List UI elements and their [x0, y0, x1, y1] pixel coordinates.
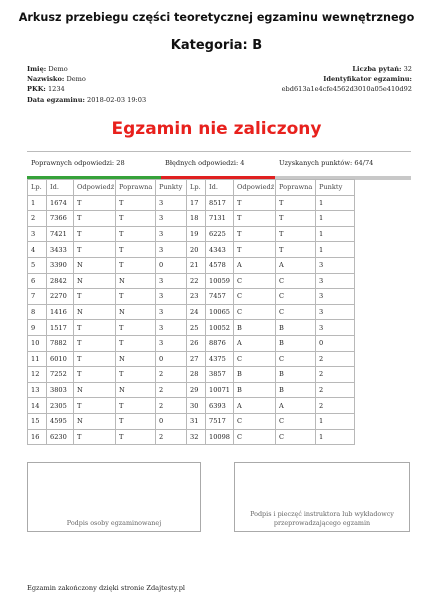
table-cell: 5 [28, 257, 47, 273]
table-cell: C [276, 351, 316, 367]
table-cell: 27 [187, 351, 206, 367]
table-cell: 1 [316, 211, 355, 227]
table-cell: 7421 [47, 226, 74, 242]
table-cell: T [116, 257, 156, 273]
table-cell: 28 [187, 367, 206, 383]
exam-id-label: Identyfikator egzaminu: [323, 75, 412, 84]
table-cell: C [276, 429, 316, 445]
column-header: Punkty [316, 180, 355, 196]
table-cell: 32 [187, 429, 206, 445]
table-cell: N [116, 351, 156, 367]
table-cell: 1416 [47, 304, 74, 320]
table-cell: 2 [316, 382, 355, 398]
instructor-caption-line2: przeprowadzającego egzamin [273, 519, 371, 527]
table-cell: 23 [187, 289, 206, 305]
question-count-row [282, 64, 412, 74]
table-cell: C [276, 289, 316, 305]
wrong-answers-text: Błędnych odpowiedzi: 4 [165, 159, 245, 167]
table-row [28, 195, 355, 211]
table-cell: B [276, 382, 316, 398]
table-cell: T [74, 289, 116, 305]
table-cell: 1 [316, 242, 355, 258]
table-cell: C [234, 413, 276, 429]
table-cell: 8 [28, 304, 47, 320]
table-cell: T [116, 413, 156, 429]
table-cell: 3 [316, 289, 355, 305]
table-cell: 7252 [47, 367, 74, 383]
instructor-caption-line1: Podpis i pieczęć instruktora lub wykładowcy [250, 510, 394, 518]
table-cell: 16 [28, 429, 47, 445]
category-heading: Kategoria: B [170, 38, 263, 53]
table-cell: B [276, 320, 316, 336]
table-cell: 3803 [47, 382, 74, 398]
correct-answers-text: Poprawnych odpowiedzi: 28 [31, 159, 125, 167]
table-cell: 1674 [47, 195, 74, 211]
table-cell: 9 [28, 320, 47, 336]
table-cell: 6230 [47, 429, 74, 445]
table-cell: 2 [156, 367, 187, 383]
table-cell: 29 [187, 382, 206, 398]
table-cell: T [116, 429, 156, 445]
table-cell: 7131 [206, 211, 234, 227]
table-cell: 3 [156, 195, 187, 211]
table-cell: A [234, 398, 276, 414]
table-cell: T [276, 211, 316, 227]
table-cell: 25 [187, 320, 206, 336]
table-cell: B [276, 335, 316, 351]
table-cell: 3 [156, 320, 187, 336]
table-cell: 31 [187, 413, 206, 429]
table-row [28, 211, 355, 227]
table-row [28, 382, 355, 398]
answers-table [27, 179, 355, 445]
table-cell: C [276, 413, 316, 429]
exam-id-value: ebd613a1e4cfe4562d3010a05e410d92 [281, 85, 412, 94]
column-header: Poprawna [116, 180, 156, 196]
candidate-signature-box [27, 462, 201, 532]
table-cell: C [276, 273, 316, 289]
table-cell: 11 [28, 351, 47, 367]
table-cell: 17 [187, 195, 206, 211]
table-cell: T [74, 211, 116, 227]
table-cell: 3 [316, 304, 355, 320]
column-header: Odpowiedź [234, 180, 276, 196]
table-cell: C [276, 304, 316, 320]
table-cell: 10065 [206, 304, 234, 320]
table-cell: 10059 [206, 273, 234, 289]
table-cell: T [276, 226, 316, 242]
table-cell: B [234, 382, 276, 398]
table-row [28, 335, 355, 351]
table-cell: 3 [156, 242, 187, 258]
table-row [28, 304, 355, 320]
table-cell: 3 [316, 320, 355, 336]
table-cell: 7457 [206, 289, 234, 305]
table-cell: T [74, 367, 116, 383]
table-cell: T [74, 320, 116, 336]
table-cell: C [234, 429, 276, 445]
table-cell: C [234, 304, 276, 320]
table-cell: 8876 [206, 335, 234, 351]
table-cell: 22 [187, 273, 206, 289]
table-cell: 2270 [47, 289, 74, 305]
last-name-row [27, 74, 146, 84]
column-header: Odpowiedź [74, 180, 116, 196]
table-cell: T [234, 195, 276, 211]
table-cell: A [234, 335, 276, 351]
table-cell: T [234, 211, 276, 227]
question-count-label: Liczba pytań: [352, 65, 402, 73]
table-cell: T [74, 335, 116, 351]
table-cell: T [74, 226, 116, 242]
table-cell: 0 [156, 257, 187, 273]
table-cell: 7882 [47, 335, 74, 351]
table-cell: 1 [316, 429, 355, 445]
table-cell: C [234, 289, 276, 305]
first-name-value: Demo [48, 65, 68, 73]
exam-date-row [27, 95, 146, 105]
instructor-signature-caption [235, 510, 409, 528]
table-cell: T [74, 242, 116, 258]
table-cell: 3 [156, 335, 187, 351]
table-cell: 3 [156, 273, 187, 289]
table-cell: N [116, 304, 156, 320]
table-cell: 24 [187, 304, 206, 320]
table-cell: 3 [316, 273, 355, 289]
table-cell: 8517 [206, 195, 234, 211]
table-cell: 21 [187, 257, 206, 273]
table-cell: 18 [187, 211, 206, 227]
table-cell: 2 [156, 429, 187, 445]
table-cell: T [116, 320, 156, 336]
table-cell: 2305 [47, 398, 74, 414]
table-cell: 6 [28, 273, 47, 289]
table-cell: 1 [28, 195, 47, 211]
last-name-label: Nazwisko: [27, 75, 65, 84]
table-cell: T [74, 398, 116, 414]
table-cell: 2 [316, 367, 355, 383]
correct-answers-cell [27, 152, 161, 180]
column-header: Lp. [187, 180, 206, 196]
document-title: Arkusz przebiegu części teoretycznej egzaminu wewnętrznego [18, 11, 415, 24]
table-cell: 4578 [206, 257, 234, 273]
exam-date-label: Data egzaminu: [27, 95, 85, 104]
table-cell: A [234, 257, 276, 273]
table-cell: T [116, 335, 156, 351]
table-cell: 3857 [206, 367, 234, 383]
table-cell: 4595 [47, 413, 74, 429]
table-cell: 26 [187, 335, 206, 351]
table-cell: T [116, 211, 156, 227]
instructor-signature-box [234, 462, 410, 532]
column-header: Id. [47, 180, 74, 196]
table-cell: 10071 [206, 382, 234, 398]
first-name-row [27, 64, 146, 74]
table-cell: 1 [316, 413, 355, 429]
table-row [28, 257, 355, 273]
table-cell: 3 [156, 226, 187, 242]
table-cell: A [276, 257, 316, 273]
candidate-info [27, 64, 146, 105]
points-text: Uzyskanych punktów: 64/74 [279, 159, 374, 167]
score-summary [27, 151, 411, 180]
table-cell: 19 [187, 226, 206, 242]
table-row [28, 398, 355, 414]
table-cell: T [116, 289, 156, 305]
table-cell: B [234, 320, 276, 336]
column-header: Id. [206, 180, 234, 196]
table-row [28, 242, 355, 258]
table-cell: T [116, 367, 156, 383]
table-cell: 0 [156, 351, 187, 367]
table-cell: 2 [156, 398, 187, 414]
table-body [28, 195, 355, 445]
table-cell: 6010 [47, 351, 74, 367]
table-cell: T [116, 195, 156, 211]
table-row [28, 413, 355, 429]
table-cell: 1 [316, 195, 355, 211]
table-cell: B [234, 367, 276, 383]
table-cell: 13 [28, 382, 47, 398]
table-cell: 4375 [206, 351, 234, 367]
table-cell: 6393 [206, 398, 234, 414]
table-row [28, 429, 355, 445]
table-cell: N [74, 382, 116, 398]
candidate-signature-caption: Podpis osoby egzaminowanej [66, 519, 162, 527]
table-row [28, 351, 355, 367]
table-cell: 3390 [47, 257, 74, 273]
table-cell: T [276, 242, 316, 258]
table-cell: 7366 [47, 211, 74, 227]
table-cell: 2 [28, 211, 47, 227]
table-cell: 20 [187, 242, 206, 258]
column-header: Poprawna [276, 180, 316, 196]
table-cell: 10052 [206, 320, 234, 336]
table-cell: T [234, 226, 276, 242]
footer-note: Egzamin zakończony dzięki stronie Zdajtesty.pl [27, 584, 186, 592]
table-cell: T [74, 195, 116, 211]
table-cell: 14 [28, 398, 47, 414]
table-cell: N [116, 273, 156, 289]
table-cell: N [74, 257, 116, 273]
table-cell: 12 [28, 367, 47, 383]
column-header: Punkty [156, 180, 187, 196]
table-cell: 1 [316, 226, 355, 242]
exam-date-value: 2018-02-03 19:03 [87, 95, 147, 104]
table-cell: 2 [156, 382, 187, 398]
points-cell [275, 152, 411, 180]
table-cell: 3 [316, 257, 355, 273]
table-cell: 7517 [206, 413, 234, 429]
table-cell: 2 [316, 398, 355, 414]
table-cell: T [116, 242, 156, 258]
table-cell: T [74, 351, 116, 367]
table-cell: T [276, 195, 316, 211]
table-cell: 10098 [206, 429, 234, 445]
table-cell: 1517 [47, 320, 74, 336]
table-cell: A [276, 398, 316, 414]
table-cell: C [234, 351, 276, 367]
table-cell: T [74, 429, 116, 445]
table-cell: 2 [316, 351, 355, 367]
table-cell: T [234, 242, 276, 258]
table-cell: N [116, 382, 156, 398]
column-header: Lp. [28, 180, 47, 196]
table-cell: N [74, 304, 116, 320]
table-row [28, 273, 355, 289]
table-cell: 4 [28, 242, 47, 258]
table-cell: N [74, 273, 116, 289]
table-cell: 2842 [47, 273, 74, 289]
table-cell: 3433 [47, 242, 74, 258]
exam-info [282, 64, 412, 95]
table-cell: 15 [28, 413, 47, 429]
table-cell: B [276, 367, 316, 383]
table-cell: C [234, 273, 276, 289]
table-cell: 0 [156, 413, 187, 429]
table-cell: 3 [156, 289, 187, 305]
table-cell: N [74, 413, 116, 429]
table-cell: 4343 [206, 242, 234, 258]
table-cell: 6225 [206, 226, 234, 242]
exam-id-label-row [282, 74, 412, 84]
first-name-label: Imię: [27, 65, 47, 73]
table-cell: T [116, 226, 156, 242]
pkk-label: PKK: [27, 85, 46, 94]
table-cell: 7 [28, 289, 47, 305]
table-header-row [28, 180, 355, 196]
pkk-row [27, 84, 146, 94]
table-cell: T [116, 398, 156, 414]
wrong-answers-cell [161, 152, 275, 180]
question-count-value: 32 [403, 65, 412, 73]
table-cell: 3 [156, 211, 187, 227]
table-row [28, 320, 355, 336]
table-row [28, 226, 355, 242]
table-cell: 30 [187, 398, 206, 414]
exam-result: Egzamin nie zaliczony [111, 119, 322, 139]
pkk-value: 1234 [47, 85, 65, 94]
table-cell: 3 [28, 226, 47, 242]
last-name-value: Demo [66, 75, 86, 84]
table-cell: 0 [316, 335, 355, 351]
table-cell: 3 [156, 304, 187, 320]
table-row [28, 289, 355, 305]
table-cell: 10 [28, 335, 47, 351]
table-row [28, 367, 355, 383]
